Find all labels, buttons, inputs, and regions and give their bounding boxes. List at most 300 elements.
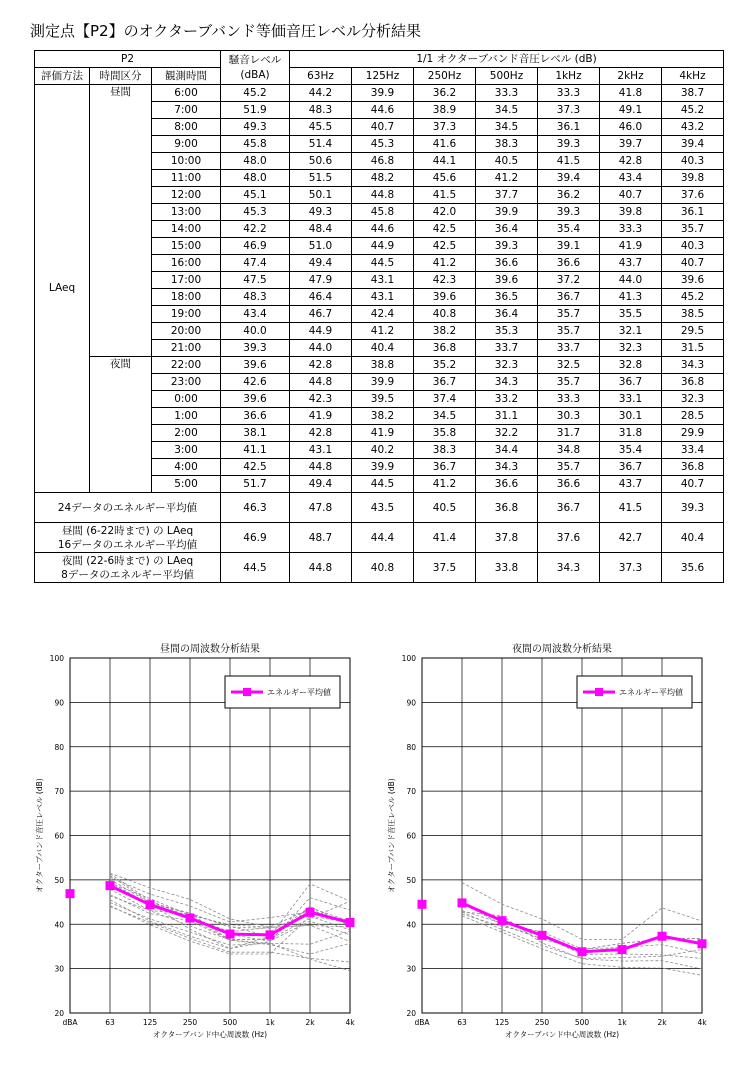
band-level-cell: 34.3	[476, 459, 538, 476]
band-level-cell: 38.7	[662, 85, 724, 102]
x-tick-label: 4k	[697, 1018, 707, 1027]
summary-band-cell: 40.4	[662, 523, 724, 553]
band-level-cell: 44.6	[352, 102, 414, 119]
noise-level-cell: 39.3	[221, 340, 290, 357]
band-level-cell: 39.1	[538, 238, 600, 255]
time-cell: 10:00	[152, 153, 221, 170]
legend-label: エネルギー平均値	[267, 688, 331, 697]
band-level-cell: 36.6	[476, 255, 538, 272]
band-level-cell: 35.7	[538, 374, 600, 391]
band-level-cell: 36.6	[538, 255, 600, 272]
band-level-cell: 36.1	[662, 204, 724, 221]
time-cell: 11:00	[152, 170, 221, 187]
x-tick-label: 1k	[265, 1018, 275, 1027]
noise-level-cell: 39.6	[221, 391, 290, 408]
y-tick-label: 60	[406, 831, 416, 841]
band-level-cell: 41.8	[600, 85, 662, 102]
band-level-cell: 46.7	[290, 306, 352, 323]
band-level-cell: 36.7	[414, 374, 476, 391]
band-level-cell: 29.5	[662, 323, 724, 340]
band-level-cell: 44.0	[600, 272, 662, 289]
band-level-cell: 40.7	[352, 119, 414, 136]
time-cell: 23:00	[152, 374, 221, 391]
band-level-cell: 31.7	[538, 425, 600, 442]
summary-band-cell: 48.7	[290, 523, 352, 553]
band-level-cell: 51.4	[290, 136, 352, 153]
band-level-cell: 40.2	[352, 442, 414, 459]
band-level-cell: 41.2	[414, 255, 476, 272]
band-level-cell: 35.7	[538, 459, 600, 476]
band-level-cell: 41.2	[414, 476, 476, 493]
summary-band-cell: 36.8	[476, 493, 538, 523]
band-level-cell: 48.3	[290, 102, 352, 119]
band-level-cell: 45.6	[414, 170, 476, 187]
band-level-cell: 43.1	[352, 289, 414, 306]
y-tick-label: 30	[406, 964, 416, 974]
summary-band-cell: 43.5	[352, 493, 414, 523]
noise-level-cell: 47.4	[221, 255, 290, 272]
band-level-cell: 33.1	[600, 391, 662, 408]
band-level-cell: 39.3	[538, 204, 600, 221]
band-header-3: 500Hz	[476, 68, 538, 85]
chart-title: 夜間の周波数分析結果	[512, 644, 612, 655]
time-cell: 1:00	[152, 408, 221, 425]
noise-level-cell: 36.6	[221, 408, 290, 425]
band-level-cell: 38.2	[352, 408, 414, 425]
band-level-cell: 37.3	[414, 119, 476, 136]
noise-level-cell: 51.7	[221, 476, 290, 493]
time-cell: 22:00	[152, 357, 221, 374]
band-level-cell: 33.4	[662, 442, 724, 459]
band-level-cell: 33.3	[538, 391, 600, 408]
noise-level-cell: 51.9	[221, 102, 290, 119]
band-level-cell: 41.2	[352, 323, 414, 340]
average-point	[106, 882, 114, 890]
average-point	[498, 917, 506, 925]
y-axis-label: オクターブバンド音圧レベル (dB)	[387, 778, 396, 893]
band-level-cell: 44.6	[352, 221, 414, 238]
band-level-cell: 33.7	[538, 340, 600, 357]
band-level-cell: 36.7	[538, 289, 600, 306]
summary-band-cell: 40.5	[414, 493, 476, 523]
average-point	[346, 918, 354, 926]
noise-level-cell: 46.9	[221, 238, 290, 255]
band-level-cell: 33.3	[600, 221, 662, 238]
band-level-cell: 46.4	[290, 289, 352, 306]
band-level-cell: 40.7	[600, 187, 662, 204]
band-level-cell: 44.1	[414, 153, 476, 170]
summary-band-cell: 41.5	[600, 493, 662, 523]
summary-row	[35, 493, 724, 523]
band-level-cell: 36.2	[538, 187, 600, 204]
band-level-cell: 37.7	[476, 187, 538, 204]
band-level-cell: 39.6	[414, 289, 476, 306]
band-level-cell: 35.3	[476, 323, 538, 340]
band-level-cell: 40.3	[662, 153, 724, 170]
band-level-cell: 33.7	[476, 340, 538, 357]
band-level-cell: 30.1	[600, 408, 662, 425]
average-point	[66, 890, 74, 898]
noise-level-header-line2: (dBA)	[240, 68, 270, 81]
time-header: 観測時間	[152, 68, 221, 85]
y-tick-label: 60	[54, 831, 64, 841]
band-level-cell: 40.8	[414, 306, 476, 323]
summary-band-cell: 37.3	[600, 553, 662, 583]
summary-noise-cell: 44.5	[221, 553, 290, 583]
band-header-0: 63Hz	[290, 68, 352, 85]
band-level-cell: 35.5	[600, 306, 662, 323]
average-point	[538, 931, 546, 939]
band-level-cell: 35.7	[662, 221, 724, 238]
time-cell: 12:00	[152, 187, 221, 204]
time-cell: 16:00	[152, 255, 221, 272]
band-level-cell: 45.3	[352, 136, 414, 153]
y-tick-label: 80	[54, 742, 64, 752]
band-level-cell: 31.1	[476, 408, 538, 425]
noise-level-cell: 42.5	[221, 459, 290, 476]
summary-band-cell: 34.3	[538, 553, 600, 583]
average-point	[458, 899, 466, 907]
summary-band-cell: 41.4	[414, 523, 476, 553]
summary-noise-cell: 46.3	[221, 493, 290, 523]
band-level-cell: 45.2	[662, 102, 724, 119]
band-level-cell: 41.5	[414, 187, 476, 204]
band-level-cell: 44.8	[290, 459, 352, 476]
x-tick-label: 2k	[305, 1018, 315, 1027]
band-level-cell: 44.5	[352, 255, 414, 272]
band-level-cell: 36.7	[600, 459, 662, 476]
band-level-cell: 39.6	[476, 272, 538, 289]
page-title: 測定点【P2】のオクターブバンド等価音圧レベル分析結果	[30, 22, 422, 40]
band-level-cell: 39.4	[538, 170, 600, 187]
band-level-cell: 44.9	[290, 323, 352, 340]
time-cell: 3:00	[152, 442, 221, 459]
x-tick-label: 4k	[345, 1018, 355, 1027]
band-level-cell: 49.1	[600, 102, 662, 119]
summary-band-cell: 42.7	[600, 523, 662, 553]
summary-band-cell: 44.4	[352, 523, 414, 553]
band-level-cell: 39.8	[662, 170, 724, 187]
band-level-cell: 38.9	[414, 102, 476, 119]
summary-label	[35, 553, 221, 583]
band-level-cell: 39.6	[662, 272, 724, 289]
summary-noise-cell: 46.9	[221, 523, 290, 553]
time-cell: 21:00	[152, 340, 221, 357]
legend-swatch-marker	[595, 688, 603, 696]
time-cell: 19:00	[152, 306, 221, 323]
band-level-cell: 41.6	[414, 136, 476, 153]
band-level-cell: 41.9	[600, 238, 662, 255]
band-level-cell: 38.5	[662, 306, 724, 323]
band-header-4: 1kHz	[538, 68, 600, 85]
band-level-cell: 36.1	[538, 119, 600, 136]
band-level-cell: 36.2	[414, 85, 476, 102]
noise-level-cell: 42.2	[221, 221, 290, 238]
band-level-cell: 42.8	[290, 357, 352, 374]
chart-title: 昼間の周波数分析結果	[160, 644, 260, 655]
time-cell: 8:00	[152, 119, 221, 136]
band-level-cell: 34.3	[476, 374, 538, 391]
summary-band-cell: 33.8	[476, 553, 538, 583]
band-level-cell: 43.2	[662, 119, 724, 136]
band-level-cell: 43.7	[600, 255, 662, 272]
y-tick-label: 30	[54, 964, 64, 974]
band-level-cell: 39.5	[352, 391, 414, 408]
band-level-cell: 51.0	[290, 238, 352, 255]
band-level-cell: 44.2	[290, 85, 352, 102]
band-level-cell: 37.3	[538, 102, 600, 119]
band-level-cell: 38.8	[352, 357, 414, 374]
band-level-cell: 34.8	[538, 442, 600, 459]
band-level-cell: 42.3	[290, 391, 352, 408]
summary-label	[35, 493, 221, 523]
time-cell: 13:00	[152, 204, 221, 221]
band-level-cell: 39.9	[352, 85, 414, 102]
y-tick-label: 100	[401, 654, 416, 663]
band-level-cell: 41.5	[538, 153, 600, 170]
band-level-cell: 42.3	[414, 272, 476, 289]
band-level-cell: 43.1	[352, 272, 414, 289]
average-point	[306, 908, 314, 916]
band-header-6: 4kHz	[662, 68, 724, 85]
band-level-cell: 40.3	[662, 238, 724, 255]
band-level-cell: 36.8	[662, 374, 724, 391]
summary-band-cell: 44.8	[290, 553, 352, 583]
band-level-cell: 43.1	[290, 442, 352, 459]
y-tick-label: 70	[406, 787, 416, 797]
band-level-cell: 45.2	[662, 289, 724, 306]
band-level-cell: 36.7	[414, 459, 476, 476]
band-level-cell: 32.2	[476, 425, 538, 442]
band-level-cell: 40.5	[476, 153, 538, 170]
time-cell: 20:00	[152, 323, 221, 340]
band-level-cell: 44.5	[352, 476, 414, 493]
band-level-cell: 44.0	[290, 340, 352, 357]
average-point	[266, 931, 274, 939]
x-tick-label: 250	[534, 1018, 550, 1027]
time-cell: 14:00	[152, 221, 221, 238]
band-level-cell: 36.6	[538, 476, 600, 493]
average-point	[658, 932, 666, 940]
band-level-cell: 35.7	[538, 306, 600, 323]
x-tick-label: 63	[457, 1018, 467, 1027]
noise-level-cell: 42.6	[221, 374, 290, 391]
summary-band-cell: 36.7	[538, 493, 600, 523]
band-level-cell: 40.4	[352, 340, 414, 357]
band-level-cell: 36.4	[476, 306, 538, 323]
band-level-cell: 41.9	[290, 408, 352, 425]
time-cell: 0:00	[152, 391, 221, 408]
x-tick-label: 500	[222, 1018, 238, 1027]
eval-method-header: 評価方法	[35, 68, 90, 85]
band-level-cell: 32.8	[600, 357, 662, 374]
band-level-cell: 42.0	[414, 204, 476, 221]
summary-band-cell: 37.6	[538, 523, 600, 553]
band-level-cell: 34.5	[414, 408, 476, 425]
band-level-cell: 32.5	[538, 357, 600, 374]
legend-swatch-marker	[243, 688, 251, 696]
y-tick-label: 40	[54, 920, 64, 930]
band-level-cell: 42.5	[414, 221, 476, 238]
summary-label-line1: 昼間 (6-22時まで) の LAeq	[61, 524, 194, 537]
band-level-cell: 32.3	[600, 340, 662, 357]
time-cell: 17:00	[152, 272, 221, 289]
band-level-cell: 50.1	[290, 187, 352, 204]
band-level-cell: 45.8	[352, 204, 414, 221]
band-header-5: 2kHz	[600, 68, 662, 85]
table-row	[35, 85, 724, 102]
average-point	[618, 946, 626, 954]
band-level-cell: 42.5	[414, 238, 476, 255]
noise-level-cell: 45.1	[221, 187, 290, 204]
band-level-cell: 50.6	[290, 153, 352, 170]
noise-level-cell: 45.8	[221, 136, 290, 153]
y-tick-label: 50	[54, 875, 64, 885]
band-level-cell: 49.3	[290, 204, 352, 221]
y-tick-label: 80	[406, 742, 416, 752]
average-point	[578, 948, 586, 956]
summary-label-line1: 24データのエネルギー平均値	[57, 501, 198, 514]
band-level-cell: 42.8	[600, 153, 662, 170]
x-tick-label: dBA	[414, 1018, 430, 1027]
noise-level-cell: 39.6	[221, 357, 290, 374]
band-level-cell: 35.2	[414, 357, 476, 374]
period-day-cell: 昼間	[90, 85, 152, 357]
band-level-cell: 36.7	[600, 374, 662, 391]
y-tick-label: 50	[406, 875, 416, 885]
y-tick-label: 90	[54, 698, 64, 708]
band-level-cell: 39.8	[600, 204, 662, 221]
band-level-cell: 43.4	[600, 170, 662, 187]
chart-svg	[382, 638, 727, 1058]
noise-level-cell: 40.0	[221, 323, 290, 340]
band-level-cell: 34.3	[662, 357, 724, 374]
band-level-cell: 29.9	[662, 425, 724, 442]
x-tick-label: 2k	[657, 1018, 667, 1027]
summary-label-line2: 8データのエネルギー平均値	[61, 568, 194, 581]
band-level-cell: 45.5	[290, 119, 352, 136]
time-cell: 5:00	[152, 476, 221, 493]
y-tick-label: 70	[54, 787, 64, 797]
band-level-cell: 35.8	[414, 425, 476, 442]
band-level-cell: 49.4	[290, 255, 352, 272]
band-level-cell: 36.4	[476, 221, 538, 238]
summary-label	[35, 523, 221, 553]
band-level-cell: 34.4	[476, 442, 538, 459]
point-label: P2	[35, 51, 221, 68]
band-level-cell: 39.7	[600, 136, 662, 153]
x-tick-label: 1k	[617, 1018, 627, 1027]
band-level-cell: 46.0	[600, 119, 662, 136]
average-point	[226, 930, 234, 938]
summary-band-cell: 35.6	[662, 553, 724, 583]
band-level-cell: 43.7	[600, 476, 662, 493]
average-point	[418, 900, 426, 908]
band-level-cell: 38.3	[414, 442, 476, 459]
summary-band-cell: 47.8	[290, 493, 352, 523]
y-tick-label: 100	[49, 654, 64, 663]
y-axis-label: オクターブバンド音圧レベル (dB)	[35, 778, 44, 893]
summary-band-cell: 37.5	[414, 553, 476, 583]
band-level-cell: 44.8	[352, 187, 414, 204]
band-level-cell: 32.1	[600, 323, 662, 340]
band-level-cell: 39.3	[538, 136, 600, 153]
noise-level-cell: 48.0	[221, 170, 290, 187]
band-level-cell: 31.8	[600, 425, 662, 442]
average-point	[146, 901, 154, 909]
band-level-cell: 38.2	[414, 323, 476, 340]
summary-label-line1: 夜間 (22-6時まで) の LAeq	[61, 554, 194, 567]
noise-level-cell: 38.1	[221, 425, 290, 442]
noise-level-header	[221, 51, 290, 85]
band-level-cell: 40.7	[662, 476, 724, 493]
band-level-cell: 41.2	[476, 170, 538, 187]
noise-level-cell: 43.4	[221, 306, 290, 323]
band-level-cell: 47.9	[290, 272, 352, 289]
band-level-cell: 37.4	[414, 391, 476, 408]
x-tick-label: 125	[494, 1018, 510, 1027]
band-level-cell: 39.4	[662, 136, 724, 153]
night-frequency-chart	[382, 638, 727, 1062]
summary-row	[35, 523, 724, 553]
noise-level-cell: 45.3	[221, 204, 290, 221]
band-level-cell: 37.6	[662, 187, 724, 204]
noise-level-cell: 47.5	[221, 272, 290, 289]
band-level-cell: 41.9	[352, 425, 414, 442]
noise-level-header-line1: 騒音レベル	[228, 53, 282, 66]
band-level-cell: 32.3	[476, 357, 538, 374]
y-tick-label: 90	[406, 698, 416, 708]
noise-level-cell: 49.3	[221, 119, 290, 136]
band-level-cell: 36.8	[662, 459, 724, 476]
y-tick-label: 20	[406, 1009, 416, 1018]
band-level-cell: 42.8	[290, 425, 352, 442]
summary-band-cell: 40.8	[352, 553, 414, 583]
eval-method-cell: LAeq	[35, 85, 90, 493]
band-level-cell: 30.3	[538, 408, 600, 425]
summary-band-cell: 39.3	[662, 493, 724, 523]
noise-level-cell: 41.1	[221, 442, 290, 459]
band-level-cell: 39.3	[476, 238, 538, 255]
band-level-cell: 35.4	[538, 221, 600, 238]
band-level-cell: 51.5	[290, 170, 352, 187]
noise-level-cell: 48.0	[221, 153, 290, 170]
noise-level-cell: 45.2	[221, 85, 290, 102]
band-level-cell: 36.6	[476, 476, 538, 493]
band-level-cell: 39.9	[476, 204, 538, 221]
band-level-cell: 33.3	[538, 85, 600, 102]
x-tick-label: 250	[182, 1018, 198, 1027]
average-point	[186, 914, 194, 922]
band-level-cell: 37.2	[538, 272, 600, 289]
band-level-cell: 33.3	[476, 85, 538, 102]
band-level-cell: 44.8	[290, 374, 352, 391]
summary-band-cell: 37.8	[476, 523, 538, 553]
y-tick-label: 20	[54, 1009, 64, 1018]
period-header: 時間区分	[90, 68, 152, 85]
time-cell: 4:00	[152, 459, 221, 476]
band-level-cell: 36.5	[476, 289, 538, 306]
x-tick-label: dBA	[62, 1018, 78, 1027]
y-tick-label: 40	[406, 920, 416, 930]
band-level-cell: 49.4	[290, 476, 352, 493]
summary-label-line2: 16データのエネルギー平均値	[57, 538, 198, 551]
time-cell: 7:00	[152, 102, 221, 119]
band-level-cell: 39.9	[352, 459, 414, 476]
x-tick-label: 500	[574, 1018, 590, 1027]
band-level-cell: 28.5	[662, 408, 724, 425]
band-level-cell: 33.2	[476, 391, 538, 408]
